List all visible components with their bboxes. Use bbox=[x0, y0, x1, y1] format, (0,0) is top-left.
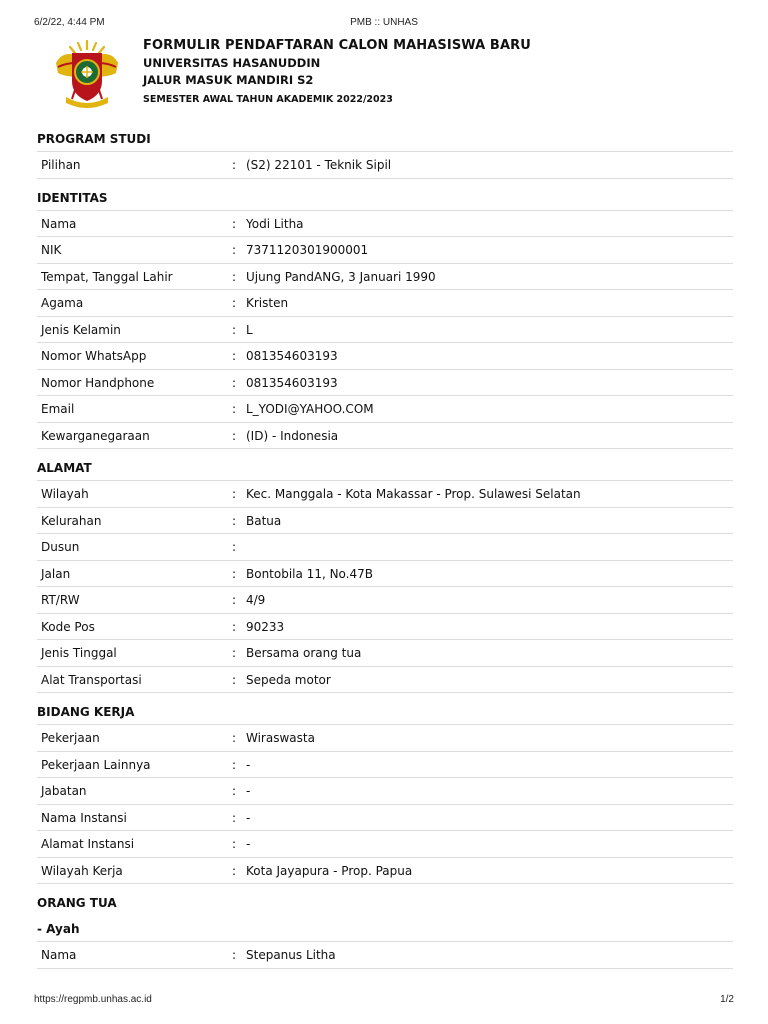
field-separator: : bbox=[232, 731, 237, 745]
field-separator: : bbox=[232, 837, 237, 851]
field-value: Bersama orang tua bbox=[246, 646, 362, 660]
field-row bbox=[37, 614, 733, 641]
field-separator: : bbox=[232, 243, 237, 257]
field-separator: : bbox=[232, 540, 237, 554]
field-row bbox=[37, 508, 733, 535]
field-label: Wilayah Kerja bbox=[41, 863, 123, 878]
field-label: Jalan bbox=[41, 566, 71, 581]
field-row bbox=[37, 587, 733, 614]
field-value: Wiraswasta bbox=[246, 731, 315, 745]
print-header bbox=[0, 17, 768, 31]
field-row bbox=[37, 343, 733, 370]
field-value: Kristen bbox=[246, 296, 289, 310]
field-label: Jabatan bbox=[41, 784, 87, 798]
letterhead bbox=[143, 37, 531, 108]
university-name: UNIVERSITAS HASANUDDIN bbox=[143, 56, 321, 70]
field-row bbox=[37, 152, 733, 179]
field-label: Tempat, Tanggal Lahir bbox=[41, 269, 173, 284]
field-label: Nama bbox=[41, 948, 77, 962]
field-separator: : bbox=[232, 296, 237, 310]
field-label: Nama Instansi bbox=[41, 810, 127, 825]
field-row bbox=[37, 290, 733, 317]
field-separator: : bbox=[232, 487, 237, 501]
field-row bbox=[37, 396, 733, 423]
field-value: L_YODI@YAHOO.COM bbox=[246, 402, 374, 416]
field-value: Yodi Litha bbox=[246, 216, 304, 231]
field-value: Ujung PandANG, 3 Januari 1990 bbox=[246, 269, 436, 284]
field-row bbox=[37, 942, 733, 969]
field-value: L bbox=[246, 322, 253, 337]
field-value: 7371120301900001 bbox=[246, 243, 369, 257]
section-identitas: IDENTITAS bbox=[37, 185, 733, 211]
field-label: Nomor Handphone bbox=[41, 375, 155, 390]
field-row bbox=[37, 264, 733, 291]
field-value: - bbox=[246, 784, 251, 798]
print-url: https://regpmb.unhas.ac.id bbox=[34, 994, 152, 1005]
field-separator: : bbox=[232, 513, 237, 528]
section-bidang-kerja: BIDANG KERJA bbox=[37, 699, 733, 725]
field-row bbox=[37, 237, 733, 264]
field-value: (S2) 22101 - Teknik Sipil bbox=[246, 158, 392, 172]
section-program-studi: PROGRAM STUDI bbox=[37, 126, 733, 152]
field-row bbox=[37, 667, 733, 694]
field-row bbox=[37, 317, 733, 344]
registration-form bbox=[37, 126, 733, 969]
field-separator: : bbox=[232, 757, 237, 772]
field-separator: : bbox=[232, 402, 237, 416]
field-value: Sepeda motor bbox=[246, 672, 331, 687]
form-title: FORMULIR PENDAFTARAN CALON MAHASISWA BARU bbox=[143, 38, 531, 53]
print-date: 6/2/22, 4:44 PM bbox=[34, 17, 105, 28]
field-value: Bontobila 11, No.47B bbox=[246, 566, 374, 581]
field-separator: : bbox=[232, 948, 237, 962]
field-label: Pekerjaan bbox=[41, 731, 100, 745]
academic-semester: SEMESTER AWAL TAHUN AKADEMIK 2022/2023 bbox=[143, 94, 393, 105]
field-separator: : bbox=[232, 375, 237, 390]
field-value: - bbox=[246, 837, 251, 851]
field-label: Kewarganegaraan bbox=[41, 428, 150, 443]
field-row bbox=[37, 423, 733, 450]
field-label: Jenis Tinggal bbox=[41, 646, 117, 660]
print-page-title: PMB :: UNHAS bbox=[350, 17, 418, 28]
field-row bbox=[37, 640, 733, 667]
field-row bbox=[37, 725, 733, 752]
field-separator: : bbox=[232, 784, 237, 798]
field-label: Email bbox=[41, 402, 75, 416]
field-separator: : bbox=[232, 672, 237, 687]
field-separator: : bbox=[232, 646, 237, 660]
field-value: 081354603193 bbox=[246, 375, 338, 390]
field-row bbox=[37, 534, 733, 561]
field-row bbox=[37, 370, 733, 397]
field-separator: : bbox=[232, 216, 237, 231]
field-label: Alamat Instansi bbox=[41, 837, 135, 851]
field-value: (ID) - Indonesia bbox=[246, 428, 339, 443]
field-label: Pilihan bbox=[41, 158, 81, 172]
field-label: Alat Transportasi bbox=[41, 672, 142, 687]
section-alamat: ALAMAT bbox=[37, 455, 733, 481]
field-value bbox=[246, 534, 733, 560]
field-label: Kode Pos bbox=[41, 619, 95, 634]
field-label: Jenis Kelamin bbox=[41, 322, 121, 337]
field-label: Kelurahan bbox=[41, 513, 102, 528]
field-row bbox=[37, 805, 733, 832]
field-row bbox=[37, 752, 733, 779]
field-label: Pekerjaan Lainnya bbox=[41, 757, 151, 772]
field-value: Kec. Manggala - Kota Makassar - Prop. Sulawesi Selatan bbox=[246, 487, 581, 501]
field-row bbox=[37, 858, 733, 885]
field-separator: : bbox=[232, 428, 237, 443]
field-separator: : bbox=[232, 863, 237, 878]
field-label: NIK bbox=[41, 243, 62, 257]
unhas-crest-logo bbox=[52, 37, 122, 111]
field-label: Nomor WhatsApp bbox=[41, 349, 147, 363]
field-value: - bbox=[246, 757, 251, 772]
field-row bbox=[37, 778, 733, 805]
field-row bbox=[37, 211, 733, 238]
field-row bbox=[37, 561, 733, 588]
field-separator: : bbox=[232, 158, 237, 172]
field-separator: : bbox=[232, 322, 237, 337]
field-value: Stepanus Litha bbox=[246, 948, 336, 962]
field-value: 90233 bbox=[246, 619, 285, 634]
field-separator: : bbox=[232, 566, 237, 581]
field-label: RT/RW bbox=[41, 593, 80, 607]
field-value: - bbox=[246, 810, 251, 825]
field-label: Dusun bbox=[41, 540, 80, 554]
subsection-ayah: - Ayah bbox=[37, 916, 733, 942]
section-orang-tua: ORANG TUA bbox=[37, 896, 117, 910]
field-separator: : bbox=[232, 593, 237, 607]
field-separator: : bbox=[232, 810, 237, 825]
field-separator: : bbox=[232, 349, 237, 363]
field-label: Wilayah bbox=[41, 487, 89, 501]
field-label: Nama bbox=[41, 216, 77, 231]
field-separator: : bbox=[232, 269, 237, 284]
page-number: 1/2 bbox=[720, 994, 734, 1005]
field-value: 4/9 bbox=[246, 593, 266, 607]
field-row bbox=[37, 831, 733, 858]
field-label: Agama bbox=[41, 296, 84, 310]
field-value: Batua bbox=[246, 513, 282, 528]
field-separator: : bbox=[232, 619, 237, 634]
print-footer bbox=[0, 994, 768, 1008]
field-value: Kota Jayapura - Prop. Papua bbox=[246, 863, 413, 878]
admission-track: JALUR MASUK MANDIRI S2 bbox=[143, 73, 314, 87]
field-row bbox=[37, 481, 733, 508]
field-value: 081354603193 bbox=[246, 349, 338, 363]
